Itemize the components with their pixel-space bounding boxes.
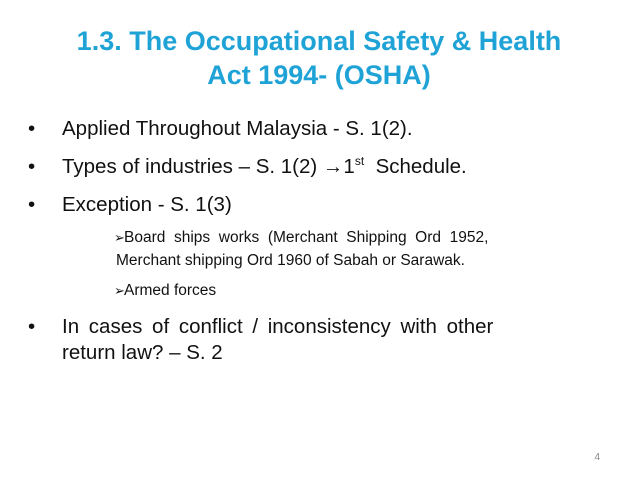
bullet-item bbox=[28, 154, 606, 180]
bullet-item bbox=[28, 314, 606, 366]
sub-bullet-line: Board ships works (Merchant Shipping Ord 1952, bbox=[124, 229, 489, 246]
sub-bullet-list bbox=[116, 226, 604, 302]
bullet-item bbox=[28, 116, 606, 142]
bullet-icon: • bbox=[28, 117, 36, 140]
sub-bullet-line: Merchant shipping Ord 1960 of Sabah or Sarawak. bbox=[116, 252, 465, 269]
bullet-text-part: Schedule. bbox=[364, 155, 467, 178]
bullet-item bbox=[28, 192, 606, 218]
bullet-text: Applied Throughout Malaysia - S. 1(2). bbox=[62, 117, 413, 140]
bullet-list bbox=[28, 116, 606, 378]
superscript: st bbox=[354, 154, 365, 168]
bullet-text-part: Types of industries – S. 1(2) →1 bbox=[62, 155, 355, 178]
page-number: 4 bbox=[594, 452, 600, 463]
bullet-text-line: In cases of conflict / inconsistency with other bbox=[62, 315, 494, 338]
slide-title bbox=[20, 24, 618, 92]
bullet-icon: • bbox=[28, 315, 36, 338]
title-line-2: Act 1994- (OSHA) bbox=[207, 60, 431, 90]
title-line-1: 1.3. The Occupational Safety & Health bbox=[76, 26, 562, 56]
bullet-text-line: return law? – S. 2 bbox=[62, 341, 223, 364]
bullet-text bbox=[62, 154, 606, 180]
sub-bullet-text bbox=[116, 226, 604, 249]
sub-bullet-line: Armed forces bbox=[124, 282, 217, 299]
arrow-bullet-icon: ➢ bbox=[114, 230, 125, 245]
bullet-text: Exception - S. 1(3) bbox=[62, 193, 232, 216]
sub-bullet-item bbox=[116, 279, 604, 302]
bullet-icon: • bbox=[28, 155, 36, 178]
sub-bullet-item bbox=[116, 226, 604, 272]
arrow-bullet-icon: ➢ bbox=[114, 283, 125, 298]
bullet-icon: • bbox=[28, 193, 36, 216]
